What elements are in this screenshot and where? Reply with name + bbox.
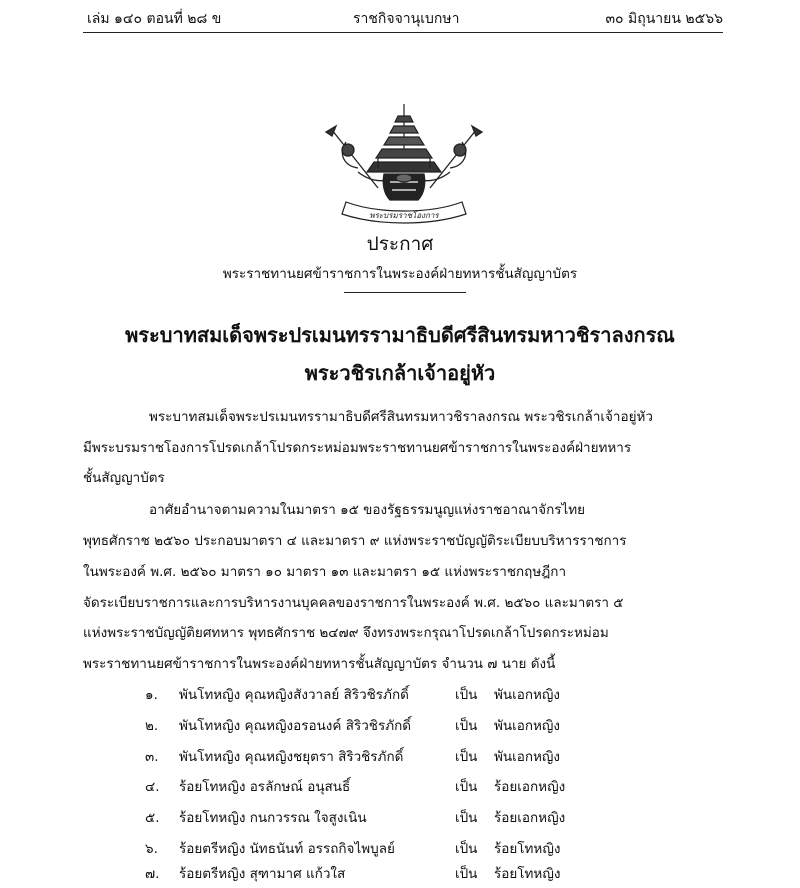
appointee-name: พันโทหญิง คุณหญิงอรอนงค์ สิริวชิรภักดิ์ bbox=[179, 718, 412, 734]
list-item bbox=[83, 775, 723, 799]
header-divider bbox=[83, 32, 723, 33]
new-rank: ร้อยเอกหญิง bbox=[494, 810, 566, 826]
new-rank: ร้อยเอกหญิง bbox=[494, 779, 566, 795]
new-rank: ร้อยโทหญิง bbox=[494, 841, 561, 857]
list-connector: เป็น bbox=[455, 841, 478, 857]
appointee-name: ร้อยโทหญิง อรลักษณ์ อนุสนธิ์ bbox=[179, 779, 351, 795]
announcement-subject: พระราชทานยศข้าราชการในพระองค์ฝ่ายทหารชั้นสัญญาบัตร bbox=[222, 266, 578, 282]
new-rank: พันเอกหญิง bbox=[494, 687, 561, 703]
volume-issue: เล่ม ๑๔๐ ตอนที่ ๒๘ ข bbox=[87, 11, 222, 27]
paragraph-2-line-1: อาศัยอำนาจตามความในมาตรา ๑๕ ของรัฐธรรมนูญแห่งราชอาณาจักรไทย bbox=[149, 502, 586, 518]
list-item bbox=[83, 837, 723, 861]
list-number: ๔. bbox=[145, 779, 160, 795]
list-connector: เป็น bbox=[455, 810, 478, 826]
seal-text: พระบรมราชโองการ bbox=[369, 211, 439, 220]
list-connector: เป็น bbox=[455, 779, 478, 795]
list-item bbox=[83, 745, 723, 769]
list-number: ๑. bbox=[145, 687, 158, 703]
list-connector: เป็น bbox=[455, 718, 478, 734]
list-number: ๗. bbox=[145, 866, 160, 882]
new-rank: พันเอกหญิง bbox=[494, 749, 561, 765]
appointee-name: พันโทหญิง คุณหญิงสังวาลย์ สิริวชิรภักดิ์ bbox=[179, 687, 409, 703]
list-number: ๖. bbox=[145, 841, 158, 857]
list-item bbox=[83, 862, 723, 886]
new-rank: ร้อยโทหญิง bbox=[494, 866, 561, 882]
gazette-name: ราชกิจจานุเบกษา bbox=[353, 11, 460, 27]
paragraph-2-line-3: ในพระองค์ พ.ศ. ๒๕๖๐ มาตรา ๑๐ มาตรา ๑๓ และมาตรา ๑๕ แห่งพระราชกฤษฎีกา bbox=[83, 564, 567, 580]
paragraph-2-line-4: จัดระเบียบราชการและการบริหารงานบุคคลของราชการในพระองค์ พ.ศ. ๒๕๖๐ และมาตรา ๕ bbox=[83, 595, 624, 611]
king-name-line1: พระบาทสมเด็จพระปรเมนทรรามาธิบดีศรีสินทรมหาวชิราลงกรณ bbox=[125, 323, 675, 347]
list-item bbox=[83, 683, 723, 707]
list-connector: เป็น bbox=[455, 749, 478, 765]
list-item bbox=[83, 806, 723, 830]
paragraph-1-line-2: มีพระบรมราชโองการโปรดเกล้าโปรดกระหม่อมพระราชทานยศข้าราชการในพระองค์ฝ่ายทหาร bbox=[83, 440, 632, 456]
list-connector: เป็น bbox=[455, 687, 478, 703]
list-item bbox=[83, 714, 723, 738]
title-divider bbox=[344, 292, 466, 293]
list-connector: เป็น bbox=[455, 866, 478, 882]
paragraph-1-line-1: พระบาทสมเด็จพระปรเมนทรรามาธิบดีศรีสินทรมหาวชิราลงกรณ พระวชิรเกล้าเจ้าอยู่หัว bbox=[149, 409, 654, 425]
list-number: ๓. bbox=[145, 749, 159, 765]
paragraph-2-line-6: พระราชทานยศข้าราชการในพระองค์ฝ่ายทหารชั้นสัญญาบัตร จำนวน ๗ นาย ดังนี้ bbox=[83, 656, 556, 672]
paragraph-2-line-2: พุทธศักราช ๒๕๖๐ ประกอบมาตรา ๔ และมาตรา ๙ แห่งพระราชบัญญัติระเบียบบริหารราชการ bbox=[83, 533, 627, 549]
paragraph-1-line-3: ชั้นสัญญาบัตร bbox=[83, 470, 165, 486]
publication-date: ๓๐ มิถุนายน ๒๕๖๖ bbox=[605, 11, 723, 27]
appointee-name: ร้อยตรีหญิง นัทธนันท์ อรรถกิจไพบูลย์ bbox=[179, 841, 395, 857]
royal-emblem-icon bbox=[318, 102, 488, 227]
list-number: ๒. bbox=[145, 718, 159, 734]
appointee-name: ร้อยโทหญิง กนกวรรณ ใจสูงเนิน bbox=[179, 810, 367, 826]
new-rank: พันเอกหญิง bbox=[494, 718, 561, 734]
royal-seal-graphic bbox=[318, 102, 488, 227]
paragraph-2-line-5: แห่งพระราชบัญญัติยศทหาร พุทธศักราช ๒๔๗๙ จึงทรงพระกรุณาโปรดเกล้าโปรดกระหม่อม bbox=[83, 625, 609, 641]
king-name-line2: พระวชิรเกล้าเจ้าอยู่หัว bbox=[304, 361, 496, 385]
list-number: ๕. bbox=[145, 810, 160, 826]
appointee-name: ร้อยตรีหญิง สุฑามาศ แก้วใส bbox=[179, 866, 346, 882]
page-title: ประกาศ bbox=[366, 233, 434, 255]
appointee-name: พันโทหญิง คุณหญิงชยุตรา สิริวชิรภักดิ์ bbox=[179, 749, 404, 765]
